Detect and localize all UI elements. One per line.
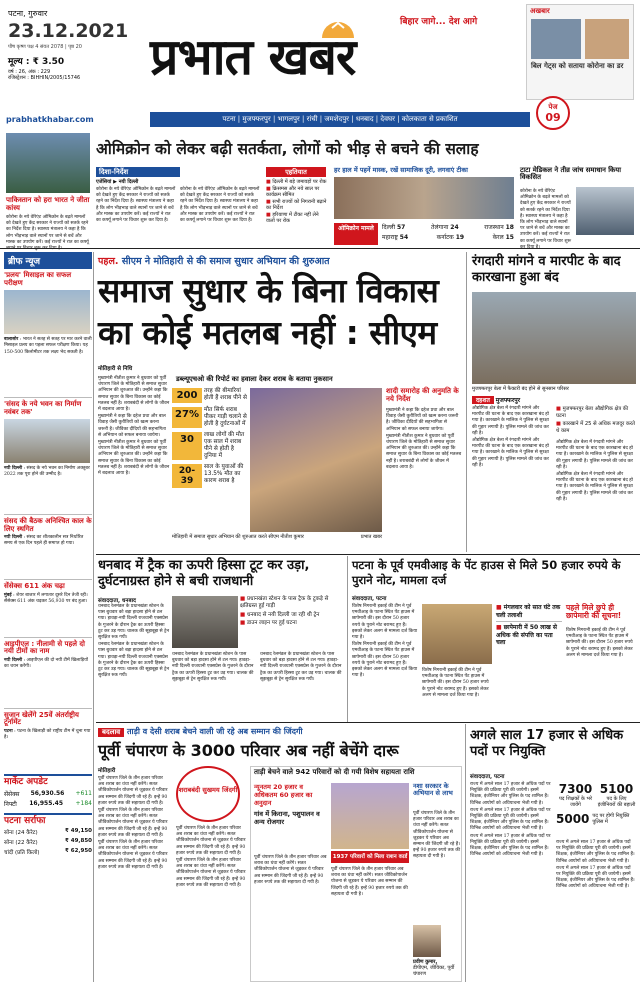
badge-text: शराबबंदी सुखमय जिंदगी <box>178 786 238 794</box>
liquor-box-text: गांव में किराना, पशुपालन व अन्य रोजगार <box>254 810 320 826</box>
tagline: बिहार जागे... देश आगे <box>400 17 478 27</box>
stat-item <box>172 464 248 488</box>
notes-body-col-2 <box>422 668 492 720</box>
editions-strip <box>150 112 530 127</box>
state-name: तेलंगाना <box>431 224 449 231</box>
precaution-text: दिल्ली में बड़े जमावड़ों पर रोक <box>272 179 327 185</box>
brief-city: पटना <box>4 729 13 735</box>
prohibition-badge <box>176 766 240 822</box>
kicker-text: सीएम ने मोतिहारी से की समाज सुधार अभियान की शुरुआत <box>121 256 330 267</box>
brief-text: भारत ने सतह से सतह पर मार करने वाली मिसाइल प्रलय का पहला सफल परीक्षण किया। यह 150-500 किलोमीटर तक लक्ष्य भेद सकती है। <box>4 337 92 355</box>
jobs-stats <box>556 782 636 826</box>
stat-number: 27% <box>172 407 202 428</box>
state-count <box>382 223 405 233</box>
brief-body: मुंबई : शेयर बाजार में लगातार दूसरे दिन तेजी रही। सेंसेक्स 611 अंक चढ़कर 56,930 पर बंद हुआ। <box>4 592 88 605</box>
main-paragraph: मुख्यमंत्री नीतीश कुमार ने बुधवार को पूर्वी चंपारण जिले के मोतिहारी से समाज सुधार अभियान की शुरुआत की। उन्होंने कहा कि समाज सुधार के बिना विकास का कोई मतलब नहीं है। शराबबंदी से लोगों के जीवन में बदलाव आया है। <box>98 440 170 477</box>
liquor-headline: पूर्वी चंपारण के 3000 परिवार अब नहीं बेचेंगे दारू <box>98 741 399 760</box>
liquor-paragraph: पूर्वी चंपारण जिले के तीन हजार परिवार अब शराब का धंधा नहीं करेंगे। सतत जीविकोपार्जन योजना से जुड़कर ये परिवार अब सम्मान की जिंदगी जी रहे हैं। इन्हें 90 हजार रुपये तक की सहायता दी गयी है। <box>413 811 461 860</box>
jobs-paragraph: राज्य में अगले साल 17 हजार से अधिक पदों पर नियुक्ति की प्रक्रिया पूरी की जायेगी। इसमें शिक्षक, इंजीनियर और पुलिस के पद शामिल हैं। विभिन्न आयोगों को अधियाचना भेजी गयी है। <box>556 865 635 890</box>
bullion-row <box>4 838 92 846</box>
crowd-photo <box>334 177 514 219</box>
right-paragraph: औद्योगिक क्षेत्र बेला में रंगदारी मांगने और मारपीट की घटना के बाद एक कारखाना बंद हो गया है। कारखाने के मालिक ने पुलिस से सुरक्षा की गुहार लगायी है। पुलिस मामले की जांच कर रही है। <box>556 472 633 502</box>
right-story-city: मुजफ्फरपुर <box>495 397 521 404</box>
precaution-item: ■ क्रिसमस और नये साल पर कार्यक्रम सीमित <box>266 185 320 198</box>
lead-city: नयी दिल्ली <box>118 179 139 185</box>
liquor-paragraph: पूर्वी चंपारण जिले के तीन हजार परिवार अब शराब का धंधा नहीं करेंगे। सतत जीविकोपार्जन योजना से जुड़कर ये परिवार अब सम्मान की जिंदगी जी रहे हैं। इन्हें 90 हजार रुपये तक की सहायता दी गयी है। <box>98 776 168 806</box>
stat-text: मौत सिर्फ शराब पीकर गाड़ी चलाने से होती है दुर्घटनाओं में <box>204 407 247 427</box>
jobs-headline: अगले साल 17 हजार से अधिक पदों पर नियुक्ति <box>470 728 624 759</box>
lead-dateline: एजेंसियां ▶ नयी दिल्ली <box>96 179 139 185</box>
brief-headline: संसद की बैठक अनिश्चित काल के लिए स्थगित <box>4 517 92 533</box>
stat-item <box>172 432 248 460</box>
main-paragraph: मुख्यमंत्री ने कहा कि दहेज प्रथा और बाल विवाह जैसी कुरीतियों को खत्म करना जरूरी है। जीविका दीदियों की सहभागिता से अभियान को सफल बनाया जायेगा। <box>386 408 459 432</box>
factory-photo <box>472 292 636 384</box>
stats-column <box>172 388 248 568</box>
liquor-paragraph: पूर्वी चंपारण जिले के तीन हजार परिवार अब शराब का धंधा नहीं करेंगे। सतत जीविकोपार्जन योजना से जुड़कर ये परिवार अब सम्मान की जिंदगी जी रहे हैं। इन्हें 90 हजार रुपये तक की सहायता दी गयी है। <box>254 855 327 885</box>
brief-city: नयी दिल्ली <box>4 535 23 541</box>
stat-number: 20-39 <box>172 464 202 488</box>
state-value: 15 <box>505 234 514 241</box>
state-value: 54 <box>399 234 409 241</box>
bullion-item: सोना (24 कैरेट) <box>4 830 38 837</box>
notes-side-item: ■ छापेमारी में 50 लाख से अधिक की संपत्ति का पता चला <box>496 624 557 646</box>
liquor-box <box>250 766 462 982</box>
main-side-headline: शादी समारोह की अनुमति के नये निर्देश <box>386 387 459 403</box>
jobs-stat-text: पद के लिए इंजीनियरों की बहाली <box>597 796 636 808</box>
liquor-box-item <box>254 810 328 826</box>
bullion-price: ₹ 49,150 <box>65 828 92 835</box>
brief-news-tag <box>4 252 92 269</box>
bullion-box <box>4 813 92 857</box>
brief-text: पटना के खिलाड़ी को राष्ट्रीय टीम में चुना गया है। <box>4 729 91 741</box>
omicron-count-label <box>334 223 378 245</box>
bullion-item: चांदी (प्रति किलो) <box>4 850 40 857</box>
train-body-col-3 <box>260 652 344 720</box>
quote-name: प्रवीण कुमार, <box>413 959 438 965</box>
website-url[interactable]: prabhatkhabar.com <box>6 115 94 124</box>
lead-body: कोरोना के नये वेरिएंट ओमिक्रोन के बढ़ते मामलों को देखते हुए केंद्र सरकार ने राज्यों को सतर्क रहने का निर्देश दिया है। स्वास्थ्य मंत्रालय ने कहा है कि लोग भीड़भाड़ वाले स्थानों पर जाने से बचें और मास्क का उपयोग करें। कई राज्यों ने रात का कर्फ्यू लगाने पर विचार शुरू कर दिया है। <box>96 187 176 224</box>
train-bullet: ■ धनबाद से नयी दिल्ली जा रही थी ट्रेन <box>240 611 320 618</box>
brief-city: मुंबई <box>4 592 12 598</box>
liquor-paragraph: पूर्वी चंपारण जिले के तीन हजार परिवार अब शराब का धंधा नहीं करेंगे। सतत जीविकोपार्जन योजना से जुड़कर ये परिवार अब सम्मान की जिंदगी जी रहे हैं। इन्हें 90 हजार रुपये तक की सहायता दी गयी है। <box>331 867 408 897</box>
liquor-box-body <box>254 855 328 977</box>
right-story-bullet: ■ कारखाने में 25 से अधिक मजदूर करते थे काम <box>556 421 635 434</box>
brief-body: नयी दिल्ली : संसद का शीतकालीन सत्र निर्धारित समय से एक दिन पहले ही समाप्त हो गया। <box>4 535 84 547</box>
stat-item <box>172 407 248 428</box>
brief-city: बालासोर <box>4 337 19 343</box>
train-paragraph: धनबाद रेलमंडल के प्रधानखंता स्टेशन के पास बुधवार को बड़ा हादसा होने से टल गया। हावड़ा-नयी दिल्ली राजधानी एक्सप्रेस के गुजरने के दौरान ट्रैक का ऊपरी हिस्सा टूट कर उड़ गया। चालक की सूझबूझ से ट्रेन सुरक्षित रुक गयी। <box>260 652 342 682</box>
missile-photo <box>4 290 90 334</box>
sports-headline: पाकिस्तान को हरा भारत ने जीता कांस्य <box>6 196 90 212</box>
column-divider <box>466 252 467 552</box>
precaution-text: क्रिसमस और नये साल पर कार्यक्रम सीमित <box>266 185 320 198</box>
lead-band <box>0 131 640 247</box>
volume: वर्ष : 26, अंक : 229 <box>8 69 51 75</box>
main-photo-caption: डब्ल्यूएचओ की रिपोर्ट का हवाला देकर शराब के बताया नुकसान <box>176 375 333 383</box>
jobs-body-col-2 <box>556 840 636 982</box>
stat-item <box>172 388 248 403</box>
state-value: 19 <box>455 234 465 241</box>
stat-text: तरह की बीमारियां होती हैं शराब पीने से <box>204 388 247 401</box>
parliament-photo <box>4 419 90 463</box>
market-title: मार्केट अपडेट <box>4 777 48 788</box>
quote-credit <box>413 959 461 977</box>
stat-text: लाख लोगों की मौत एक साल में शराब पीने से होती है दुनिया में <box>204 432 245 459</box>
brief-news-label: ब्रीफ न्यूज <box>8 257 41 267</box>
precaution-item: ■ हरियाणा में टीका नहीं लेने वालों पर रोक <box>266 211 319 224</box>
liquor-caption-text: 1937 परिवारों को मिला राशन कार्ड <box>332 854 408 860</box>
price: मूल्य : ₹ 3.50 <box>8 57 65 67</box>
left-sidebar <box>4 252 92 982</box>
ad-photo-2 <box>585 19 629 59</box>
brief-text: संसद का शीतकालीन सत्र निर्धारित समय से एक दिन पहले ही समाप्त हो गया। <box>4 535 84 547</box>
brief-headline: सुजान खेलेंगे 25वें अंतर्राष्ट्रीय टूर्नामेंट <box>4 710 79 727</box>
notes-side-item: ■ मंगलवार को सात घंटे तक चली तलाशी <box>496 604 562 622</box>
state-name: केरल <box>492 234 504 241</box>
quote-role: डीपीएम, जीविका, पूर्वी चंपारण <box>413 965 455 977</box>
state-count <box>382 233 408 243</box>
sports-photo <box>6 133 90 193</box>
liquor-box-headline: ताड़ी बेचने वाले 942 परिवारों को दी गयी विशेष सहायता राशि <box>254 768 415 776</box>
train-bullet-text: डाउन लाइन पर हुई घटना <box>246 620 297 627</box>
market-change: +184 <box>75 799 92 807</box>
official-photo <box>413 925 441 957</box>
calendar-line: पौष कृष्ण पक्ष 4 संवत 2078 | पृष्ठ 20 <box>8 44 82 50</box>
jobs-stat-number: 7300 <box>558 782 593 796</box>
brief-text: आइपीएल की दो नयी टीमें खिलाड़ियों का चयन करेंगी। <box>4 657 88 670</box>
right-paragraph: औद्योगिक क्षेत्र बेला में रंगदारी मांगने और मारपीट की घटना के बाद एक कारखाना बंद हो गया है। कारखाने के मालिक ने पुलिस से सुरक्षा की गुहार लगायी है। पुलिस मामले की जांच कर रही है। <box>556 440 633 470</box>
right-story-bullet: ■ मुजफ्फरपुर बेला औद्योगिक क्षेत्र की घटना <box>556 406 629 419</box>
jobs-paragraph: राज्य में अगले साल 17 हजार से अधिक पदों पर नियुक्ति की प्रक्रिया पूरी की जायेगी। इसमें शिक्षक, इंजीनियर और पुलिस के पद शामिल हैं। विभिन्न आयोगों को अधियाचना भेजी गयी है। <box>470 807 551 832</box>
liquor-tag: बदलाव <box>98 728 124 737</box>
right-bullet-text: कारखाने में 25 से अधिक मजदूर करते थे काम <box>556 421 635 434</box>
state-name: दिल्ली <box>382 224 396 231</box>
main-paragraph: मुख्यमंत्री ने कहा कि दहेज प्रथा और बाल विवाह जैसी कुरीतियों को खत्म करना जरूरी है। जीविका दीदियों की सहभागिता से अभियान को सफल बनाया जायेगा। <box>98 414 166 438</box>
brief-item <box>4 514 92 575</box>
liquor-photo <box>331 783 409 849</box>
brief-headline: सेंसेक्स 611 अंक चढ़ा <box>4 582 65 591</box>
notes-right-body <box>566 628 636 720</box>
liquor-box-item <box>254 783 328 807</box>
jobs-paragraph: राज्य में अगले साल 17 हजार से अधिक पदों पर नियुक्ति की प्रक्रिया पूरी की जायेगी। इसमें शिक्षक, इंजीनियर और पुलिस के पद शामिल हैं। विभिन्न आयोगों को अधियाचना भेजी गयी है। <box>470 782 551 806</box>
omicron-count-text: ओमिक्रोन मामले <box>338 225 374 232</box>
notes-side-list <box>496 604 562 647</box>
jobs-stat <box>556 812 636 826</box>
main-paragraph: मुख्यमंत्री नीतीश कुमार ने बुधवार को पूर्वी चंपारण जिले के मोतिहारी से समाज सुधार अभियान की शुरुआत की। उन्होंने कहा कि समाज सुधार के बिना विकास का कोई मतलब नहीं है। शराबबंदी से लोगों के जीवन में बदलाव आया है। <box>386 433 462 470</box>
market-index: निफ्टी <box>4 800 17 808</box>
bullion-row <box>4 848 92 856</box>
jobs-body-col-1 <box>470 782 552 982</box>
brief-city: नयी दिल्ली <box>4 466 23 472</box>
brief-body: पटना : पटना के खिलाड़ी को राष्ट्रीय टीम में चुना गया है। <box>4 729 91 741</box>
ad-photo <box>531 19 581 59</box>
market-row <box>4 790 92 798</box>
column-divider <box>93 252 94 982</box>
liquor-kicker <box>98 726 458 738</box>
train-reporter: संवाददाता, धनबाद <box>98 598 136 604</box>
lead-subheadline: हर हाल में पहनें मास्क, रखें सामाजिक दूरी, लगवाएं टीका <box>334 166 468 174</box>
masthead-date-block <box>8 8 130 94</box>
state-value: 24 <box>450 224 459 231</box>
lead-headline: ओमिक्रोन को लेकर बढ़ी सतर्कता, लोगों को भीड़ से बचने की सलाह <box>96 140 479 158</box>
brief-item <box>4 708 92 769</box>
guideline-tag-label: दिशा-निर्देश <box>99 168 129 176</box>
divider <box>0 248 640 249</box>
jobs-stat-number: 5100 <box>599 782 634 796</box>
state-value: 57 <box>397 224 406 231</box>
newspaper-logo[interactable]: प्रभात खबर <box>150 28 356 86</box>
train-body-col-1 <box>98 604 170 720</box>
market-value: 56,930.56 <box>30 789 65 797</box>
precaution-tag-label: एहतियात <box>285 168 307 176</box>
market-box <box>4 774 92 808</box>
stat-text: साल के युवाओं की 13.5% मौत का कारण शराब है <box>204 464 244 484</box>
main-kicker <box>98 254 458 268</box>
brief-item <box>4 637 92 704</box>
brief-text: शेयर बाजार में लगातार दूसरे दिन तेजी रही। सेंसेक्स 611 अंक चढ़कर 56,930 पर बंद हुआ। <box>4 592 88 605</box>
jobs-stat <box>597 782 636 808</box>
photo-credit: प्रभात खबर <box>360 534 382 540</box>
liquor-tag-line: ताड़ी व देसी शराब बेचने वाली जी रहे अब सम्मान की जिंदगी <box>126 727 303 736</box>
column-divider <box>465 724 466 982</box>
state-counts <box>382 223 514 245</box>
brief-body: नयी दिल्ली : आइपीएल की दो नयी टीमें खिलाड़ियों का चयन करेंगी। <box>4 657 88 670</box>
jobs-paragraph: राज्य में अगले साल 17 हजार से अधिक पदों पर नियुक्ति की प्रक्रिया पूरी की जायेगी। इसमें शिक्षक, इंजीनियर और पुलिस के पद शामिल हैं। विभिन्न आयोगों को अधियाचना भेजी गयी है। <box>470 833 551 858</box>
liquor-box-body-2 <box>331 867 409 977</box>
page-number: 09 <box>545 111 561 124</box>
main-headline: समाज सुधार के बिना विकास का कोई मतलब नहीं : सीएम <box>98 271 439 352</box>
state-name: महाराष्ट्र <box>382 234 398 241</box>
market-change: +611 <box>75 789 92 797</box>
stat-number: 200 <box>172 388 202 403</box>
divider <box>96 722 640 723</box>
precaution-text: हरियाणा में टीका नहीं लेने वालों पर रोक <box>266 211 319 224</box>
notes-headline: पटना के पूर्व एमवीआइ के पेंट हाउस से मिले 50 हजार रुपये के पुराने नोट, मामला दर्ज <box>352 558 621 587</box>
jobs-paragraph: राज्य में अगले साल 17 हजार से अधिक पदों पर नियुक्ति की प्रक्रिया पूरी की जायेगी। इसमें शिक्षक, इंजीनियर और पुलिस के पद शामिल हैं। विभिन्न आयोगों को अधियाचना भेजी गयी है। <box>556 840 635 864</box>
tata-body: कोरोना के नये वेरिएंट ओमिक्रोन के बढ़ते मामलों को देखते हुए केंद्र सरकार ने राज्यों को सतर्क रहने का निर्देश दिया है। स्वास्थ्य मंत्रालय ने कहा है कि लोग भीड़भाड़ वाले स्थानों पर जाने से बचें और मास्क का उपयोग करें। कई राज्यों ने रात का कर्फ्यू लगाने पर विचार शुरू <box>520 189 572 244</box>
brief-headline: 'प्रलय' मिसाइल का सफल परीक्षण <box>4 271 72 287</box>
precaution-item: ■ सभी राज्यों को निगरानी बढ़ाने का निर्देश <box>266 198 327 211</box>
liquor-body-col-2 <box>176 826 246 982</box>
stat-number: 30 <box>172 432 202 460</box>
epaper-ad[interactable] <box>526 4 634 100</box>
state-count <box>484 223 514 233</box>
right-story-body-2 <box>556 440 636 552</box>
precaution-tag <box>266 167 326 177</box>
divider <box>96 554 640 555</box>
jobs-stat-number: 5000 <box>556 812 590 826</box>
main-paragraph: मुख्यमंत्री नीतीश कुमार ने बुधवार को पूर्वी चंपारण जिले के मोतिहारी से समाज सुधार अभियान की शुरुआत की। उन्होंने कहा कि समाज सुधार के बिना विकास का कोई मतलब नहीं है। शराबबंदी से लोगों के जीवन में बदलाव आया है। <box>98 376 170 413</box>
main-body-col-3 <box>386 408 462 550</box>
right-paragraph: औद्योगिक क्षेत्र बेला में रंगदारी मांगने और मारपीट की घटना के बाद एक कारखाना बंद हो गया है। कारखाने के मालिक ने पुलिस से सुरक्षा की गुहार लगायी है। पुलिस मामले की जांच कर रही है। <box>472 438 549 468</box>
notes-paragraph: विशेष निगरानी इकाई की टीम ने पूर्व एमवीआइ के पटना स्थित पेंट हाउस में छापेमारी की। इस दौरान 50 हजार रुपये के पुराने नोट बरामद हुए हैं। इसको लेकर अलग से मामला दर्ज किया गया है। <box>566 628 633 658</box>
editions-label: पटना | मुजफ्फरपुर | भागलपुर | रांची | जमशेदपुर | धनबाद | देवघर | कोलकाता से प्रकाशित <box>222 115 458 123</box>
train-headline: धनबाद में ट्रैक का ऊपरी हिस्सा टूट कर उड़ा, दुर्घटनाग्रस्त होने से बची राजधानी <box>98 558 310 589</box>
ad-headline: बिल गेट्स को सताया कोरोना का डर <box>531 62 624 70</box>
jobs-reporter: संवाददाता, पटना <box>470 774 505 780</box>
liquor-right-body <box>413 811 461 921</box>
right-story-tag: दहशत <box>472 396 494 404</box>
brief-item <box>4 579 92 633</box>
train-bullet-text: प्रधानखंता स्टेशन के पास ट्रैक के टुकड़े से क्षतिग्रस्त हुई गाड़ी <box>240 596 329 609</box>
notes-side-text: मंगलवार को सात घंटे तक चली तलाशी <box>496 604 561 619</box>
ad-label: अखबार <box>530 7 550 15</box>
right-story-headline: रंगदारी मांगने व मारपीट के बाद कारखाना हुआ बंद <box>472 254 621 285</box>
notes-paragraph: विशेष निगरानी इकाई की टीम ने पूर्व एमवीआइ के पटना स्थित पेंट हाउस में छापेमारी की। इस दौरान 50 हजार रुपये के पुराने नोट बरामद हुए हैं। इसको लेकर अलग से मामला दर्ज किया गया है। <box>352 642 418 679</box>
liquor-paragraph: पूर्वी चंपारण जिले के तीन हजार परिवार अब शराब का धंधा नहीं करेंगे। सतत जीविकोपार्जन योजना से जुड़कर ये परिवार अब सम्मान की जिंदगी जी रहे हैं। इन्हें 90 हजार रुपये तक की सहायता दी गयी है। <box>176 858 246 888</box>
precaution-item: ■ दिल्ली में बड़े जमावड़ों पर रोक <box>266 179 327 185</box>
train-photo <box>172 596 238 648</box>
state-count <box>437 233 464 243</box>
main-reporter: मोतिहारी से निधि <box>98 366 133 372</box>
bullion-price: ₹ 62,950 <box>65 848 92 855</box>
train-body-col-2 <box>172 652 256 720</box>
precaution-text: सभी राज्यों को निगरानी बढ़ाने का निर्देश <box>266 198 327 211</box>
cm-photo-caption: मोतिहारी में समाज सुधार अभियान की शुरुआत करते सीएम नीतीश कुमार <box>172 534 304 540</box>
bullion-price: ₹ 49,850 <box>65 838 92 845</box>
lead-agency: एजेंसियां <box>96 179 112 185</box>
sports-body: कोरोना के नये वेरिएंट ओमिक्रोन के बढ़ते मामलों को देखते हुए केंद्र सरकार ने राज्यों को सतर्क रहने का निर्देश दिया है। स्वास्थ्य मंत्रालय ने कहा है कि लोग भीड़भाड़ वाले स्थानों पर जाने से बचें और मास्क का उपयोग करें। कई राज्यों ने रात का कर्फ्यू <box>6 215 89 245</box>
train-bullet: ■ डाउन लाइन पर हुई घटना <box>240 620 297 627</box>
page-badge <box>536 96 570 130</box>
lead-body-2: कोरोना के नये वेरिएंट ओमिक्रोन के बढ़ते मामलों को देखते हुए केंद्र सरकार ने राज्यों को सतर्क रहने का निर्देश दिया है। स्वास्थ्य मंत्रालय ने कहा है कि लोग भीड़भाड़ वाले स्थानों पर जाने से बचें और मास्क का उपयोग करें। कई राज्यों ने रात का कर्फ्यू लगाने पर विचार शुरू कर दिया है। <box>180 187 260 224</box>
train-paragraph: धनबाद रेलमंडल के प्रधानखंता स्टेशन के पास बुधवार को बड़ा हादसा होने से टल गया। हावड़ा-नयी दिल्ली राजधानी एक्सप्रेस के गुजरने के दौरान ट्रैक का ऊपरी हिस्सा टूट कर उड़ गया। चालक की सूझबूझ से ट्रेन सुरक्षित रुक गयी। <box>98 604 169 641</box>
notes-reporter: संवाददाता, पटना <box>352 596 387 602</box>
train-bullets <box>240 596 344 627</box>
liquor-reporter: मोतिहारी <box>98 768 116 774</box>
state-name: राजस्थान <box>484 224 504 231</box>
tata-headline: टाटा मेडिकल ने तीव्र जांच समाधान किया विकसित <box>520 166 621 182</box>
notes-right-headline: पहले मिले छुपे ही छापेमारी की सूचना! <box>566 603 622 621</box>
brief-item <box>4 272 92 393</box>
state-name: कर्नाटक <box>436 234 454 241</box>
notes-photo <box>422 604 492 664</box>
right-story-dateline <box>472 396 636 404</box>
liquor-right-headline: नशा सरकार के अभियान से लाभ <box>413 782 453 798</box>
brief-item <box>4 397 92 510</box>
cm-photo <box>250 388 382 532</box>
brief-body: बालासोर : भारत ने सतह से सतह पर मार करने वाली मिसाइल प्रलय का पहला सफल परीक्षण किया। यह 150-500 किलोमीटर तक लक्ष्य भेद सकती है। <box>4 337 92 355</box>
state-count <box>431 223 459 233</box>
market-row <box>4 800 92 808</box>
jobs-stat-text: पद पर होगी नियुक्ति पुलिस में <box>592 813 630 825</box>
bullion-item: सोना (22 कैरेट) <box>4 840 38 847</box>
notes-paragraph: विशेष निगरानी इकाई की टीम ने पूर्व एमवीआइ के पटना स्थित पेंट हाउस में छापेमारी की। इस दौरान 50 हजार रुपये के पुराने नोट बरामद हुए हैं। इसको लेकर अलग से मामला दर्ज किया गया है। <box>422 668 489 698</box>
notes-body-col-1 <box>352 604 418 720</box>
liquor-box-text: न्यूनतम 20 हजार व अधिकतम 60 हजार का अनुदान <box>254 783 313 807</box>
right-story-bullets <box>556 406 636 434</box>
main-body-col-1 <box>98 376 170 546</box>
city-day: पटना, गुरुवार <box>8 9 48 18</box>
train-paragraph: धनबाद रेलमंडल के प्रधानखंता स्टेशन के पास बुधवार को बड़ा हादसा होने से टल गया। हावड़ा-नयी दिल्ली राजधानी एक्सप्रेस के गुजरने के दौरान ट्रैक का ऊपरी हिस्सा टूट कर उड़ गया। चालक की सूझबूझ से ट्रेन सुरक्षित रुक गयी। <box>98 642 169 679</box>
notes-paragraph: विशेष निगरानी इकाई की टीम ने पूर्व एमवीआइ के पटना स्थित पेंट हाउस में छापेमारी की। इस दौरान 50 हजार रुपये के पुराने नोट बरामद हुए हैं। इसको लेकर अलग से मामला दर्ज किया गया है। <box>352 604 418 641</box>
liquor-body-col-1 <box>98 776 170 982</box>
liquor-photo-caption <box>331 851 409 863</box>
brief-headline: 'संसद के नये भवन का निर्माण नवंबर तक' <box>4 400 82 416</box>
guideline-tag <box>96 167 180 177</box>
train-bullet: ■ प्रधानखंता स्टेशन के पास ट्रैक के टुकड़े से क्षतिग्रस्त हुई गाड़ी <box>240 596 329 609</box>
right-story-body <box>472 406 552 552</box>
jobs-stat <box>556 782 595 808</box>
brief-headline: आइपीएल : नीलामी से पहले दो नयी टीमों का नाम <box>4 639 85 656</box>
brief-body: नयी दिल्ली : संसद के नये भवन का निर्माण अक्तूबर 2022 तक पूरा होने की उम्मीद है। <box>4 466 90 478</box>
page-badge-label: पेज <box>548 103 558 111</box>
right-paragraph: औद्योगिक क्षेत्र बेला में रंगदारी मांगने और मारपीट की घटना के बाद एक कारखाना बंद हो गया है। कारखाने के मालिक ने पुलिस से सुरक्षा की गुहार लगायी है। पुलिस मामले की जांच कर रही है। <box>472 406 549 436</box>
liquor-paragraph: पूर्वी चंपारण जिले के तीन हजार परिवार अब शराब का धंधा नहीं करेंगे। सतत जीविकोपार्जन योजना से जुड़कर ये परिवार अब सम्मान की जिंदगी जी रहे हैं। इन्हें 90 हजार रुपये तक की सहायता दी गयी है। <box>98 840 168 870</box>
liquor-paragraph: पूर्वी चंपारण जिले के तीन हजार परिवार अब शराब का धंधा नहीं करेंगे। सतत जीविकोपार्जन योजना से जुड़कर ये परिवार अब सम्मान की जिंदगी जी रहे हैं। इन्हें 90 हजार रुपये तक की सहायता दी गयी है। <box>176 826 246 856</box>
kicker-label: पहल. <box>98 256 119 267</box>
bill-gates-photo <box>576 187 634 235</box>
liquor-box-list <box>254 783 328 826</box>
bullion-row <box>4 828 92 836</box>
bullion-title: पटना सर्राफा <box>4 815 46 826</box>
brief-city: नयी दिल्ली <box>4 657 23 663</box>
train-paragraph: धनबाद रेलमंडल के प्रधानखंता स्टेशन के पास बुधवार को बड़ा हादसा होने से टल गया। हावड़ा-नयी दिल्ली राजधानी एक्सप्रेस के गुजरने के दौरान ट्रैक का ऊपरी हिस्सा टूट कर उड़ गया। चालक की सूझबूझ से ट्रेन सुरक्षित रुक गयी। <box>172 652 254 682</box>
precaution-list <box>266 179 328 225</box>
issue-date: 23.12.2021 <box>8 20 129 42</box>
train-bullet-text: धनबाद से नयी दिल्ली जा रही थी ट्रेन <box>246 611 320 618</box>
state-count <box>493 233 514 243</box>
market-value: 16,955.45 <box>29 799 64 807</box>
jobs-stat-text: पद शिक्षकों के भरे जायेंगे <box>558 796 593 808</box>
brief-text: संसद के नये भवन का निर्माण अक्तूबर 2022 तक पूरा होने की उम्मीद है। <box>4 466 90 478</box>
column-divider <box>347 556 348 722</box>
registration: रजिस्ट्रेशन : BIHHIN/2005/15746 <box>8 75 81 81</box>
factory-photo-caption: मुजफ्फरपुर बेला में फैक्टरी बंद होने से सुनसान परिसर <box>472 386 569 392</box>
right-bullet-text: मुजफ्फरपुर बेला औद्योगिक क्षेत्र की घटना <box>556 406 629 419</box>
market-index: सेंसेक्स <box>4 790 20 798</box>
state-value: 18 <box>505 224 514 231</box>
notes-side-text: छापेमारी में 50 लाख से अधिक की संपत्ति का पता चला <box>496 624 557 646</box>
liquor-paragraph: पूर्वी चंपारण जिले के तीन हजार परिवार अब शराब का धंधा नहीं करेंगे। सतत जीविकोपार्जन योजना से जुड़कर ये परिवार अब सम्मान की जिंदगी जी रहे हैं। इन्हें 90 हजार रुपये तक की सहायता दी गयी है। <box>98 808 168 838</box>
